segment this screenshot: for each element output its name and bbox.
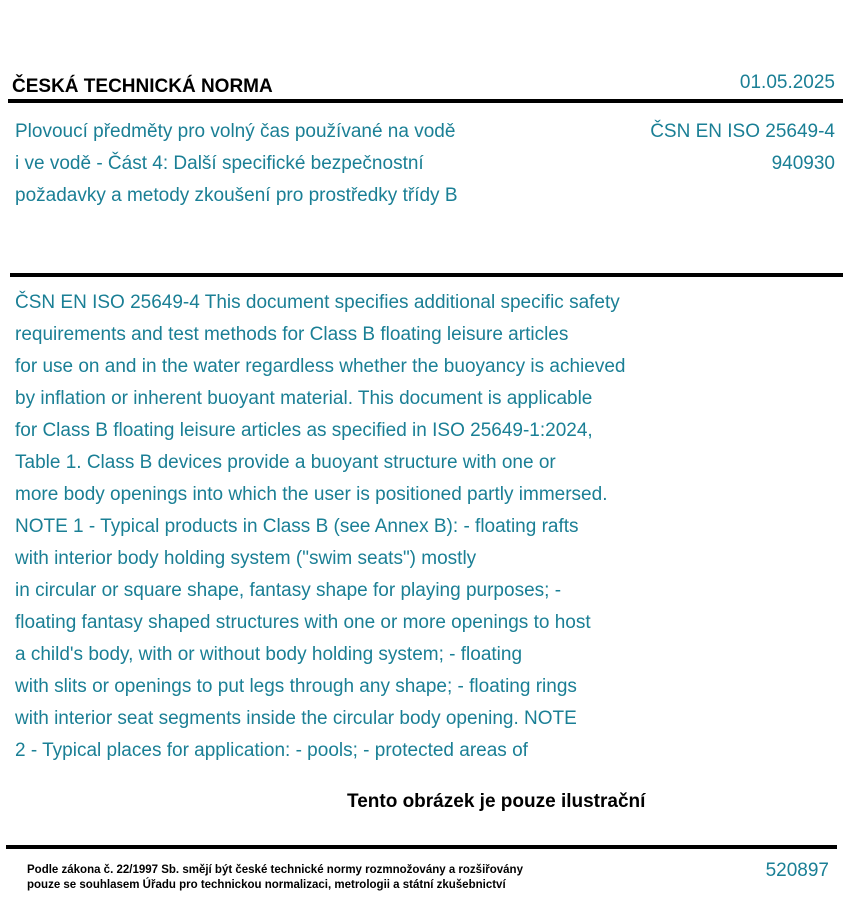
norm-class-number: 940930 (771, 153, 835, 174)
abstract-line: NOTE 1 - Typical products in Class B (see Annex B): - floating rafts (15, 516, 579, 537)
legal-line: Podle zákona č. 22/1997 Sb. smějí být české technické normy rozmnožovány a rozšiřovány (27, 864, 523, 876)
norm-identification (650, 116, 835, 180)
subject-divider (10, 273, 843, 277)
norm-designation: ČSN EN ISO 25649-4 (650, 121, 835, 142)
abstract-line: by inflation or inherent buoyant material. This document is applicable (15, 388, 593, 409)
abstract-line: floating fantasy shaped structures with one or more openings to host (15, 612, 591, 633)
abstract-line: for Class B floating leisure articles as specified in ISO 25649-1:2024, (15, 420, 593, 441)
abstract-text (15, 287, 735, 767)
illustration-note: Tento obrázek je pouze ilustrační (347, 791, 646, 812)
norm-subject (15, 116, 575, 212)
abstract-line: for use on and in the water regardless whether the buoyancy is achieved (15, 356, 626, 377)
abstract-line: more body openings into which the user is positioned partly immersed. (15, 484, 608, 505)
subject-line: požadavky a metody zkoušení pro prostředky třídy B (15, 185, 458, 206)
abstract-line: ČSN EN ISO 25649-4 This document specifies additional specific safety (15, 292, 620, 313)
abstract-line: Table 1. Class B devices provide a buoyant structure with one or (15, 452, 556, 473)
abstract-line: in circular or square shape, fantasy shape for playing purposes; - (15, 580, 562, 601)
header-divider (8, 99, 843, 103)
document-title: ČESKÁ TECHNICKÁ NORMA (12, 76, 273, 97)
abstract-line: with interior body holding system ("swim seats") mostly (15, 548, 477, 569)
publication-date: 01.05.2025 (739, 72, 835, 93)
abstract-line: requirements and test methods for Class B floating leisure articles (15, 324, 569, 345)
legal-notice (27, 863, 523, 893)
abstract-line: a child's body, with or without body holding system; - floating (15, 644, 523, 665)
subject-line: Plovoucí předměty pro volný čas používané na vodě (15, 121, 456, 142)
subject-line: i ve vodě - Část 4: Další specifické bezpečnostní (15, 153, 424, 174)
legal-line: pouze se souhlasem Úřadu pro technickou normalizaci, metrologii a státní zkušebnictví (27, 879, 506, 891)
abstract-line: 2 - Typical places for application: - pools; - protected areas of (15, 740, 528, 761)
footer-divider (6, 845, 837, 849)
document-code: 520897 (765, 860, 829, 881)
abstract-line: with interior seat segments inside the circular body opening. NOTE (15, 708, 577, 729)
abstract-line: with slits or openings to put legs through any shape; - floating rings (15, 676, 577, 697)
